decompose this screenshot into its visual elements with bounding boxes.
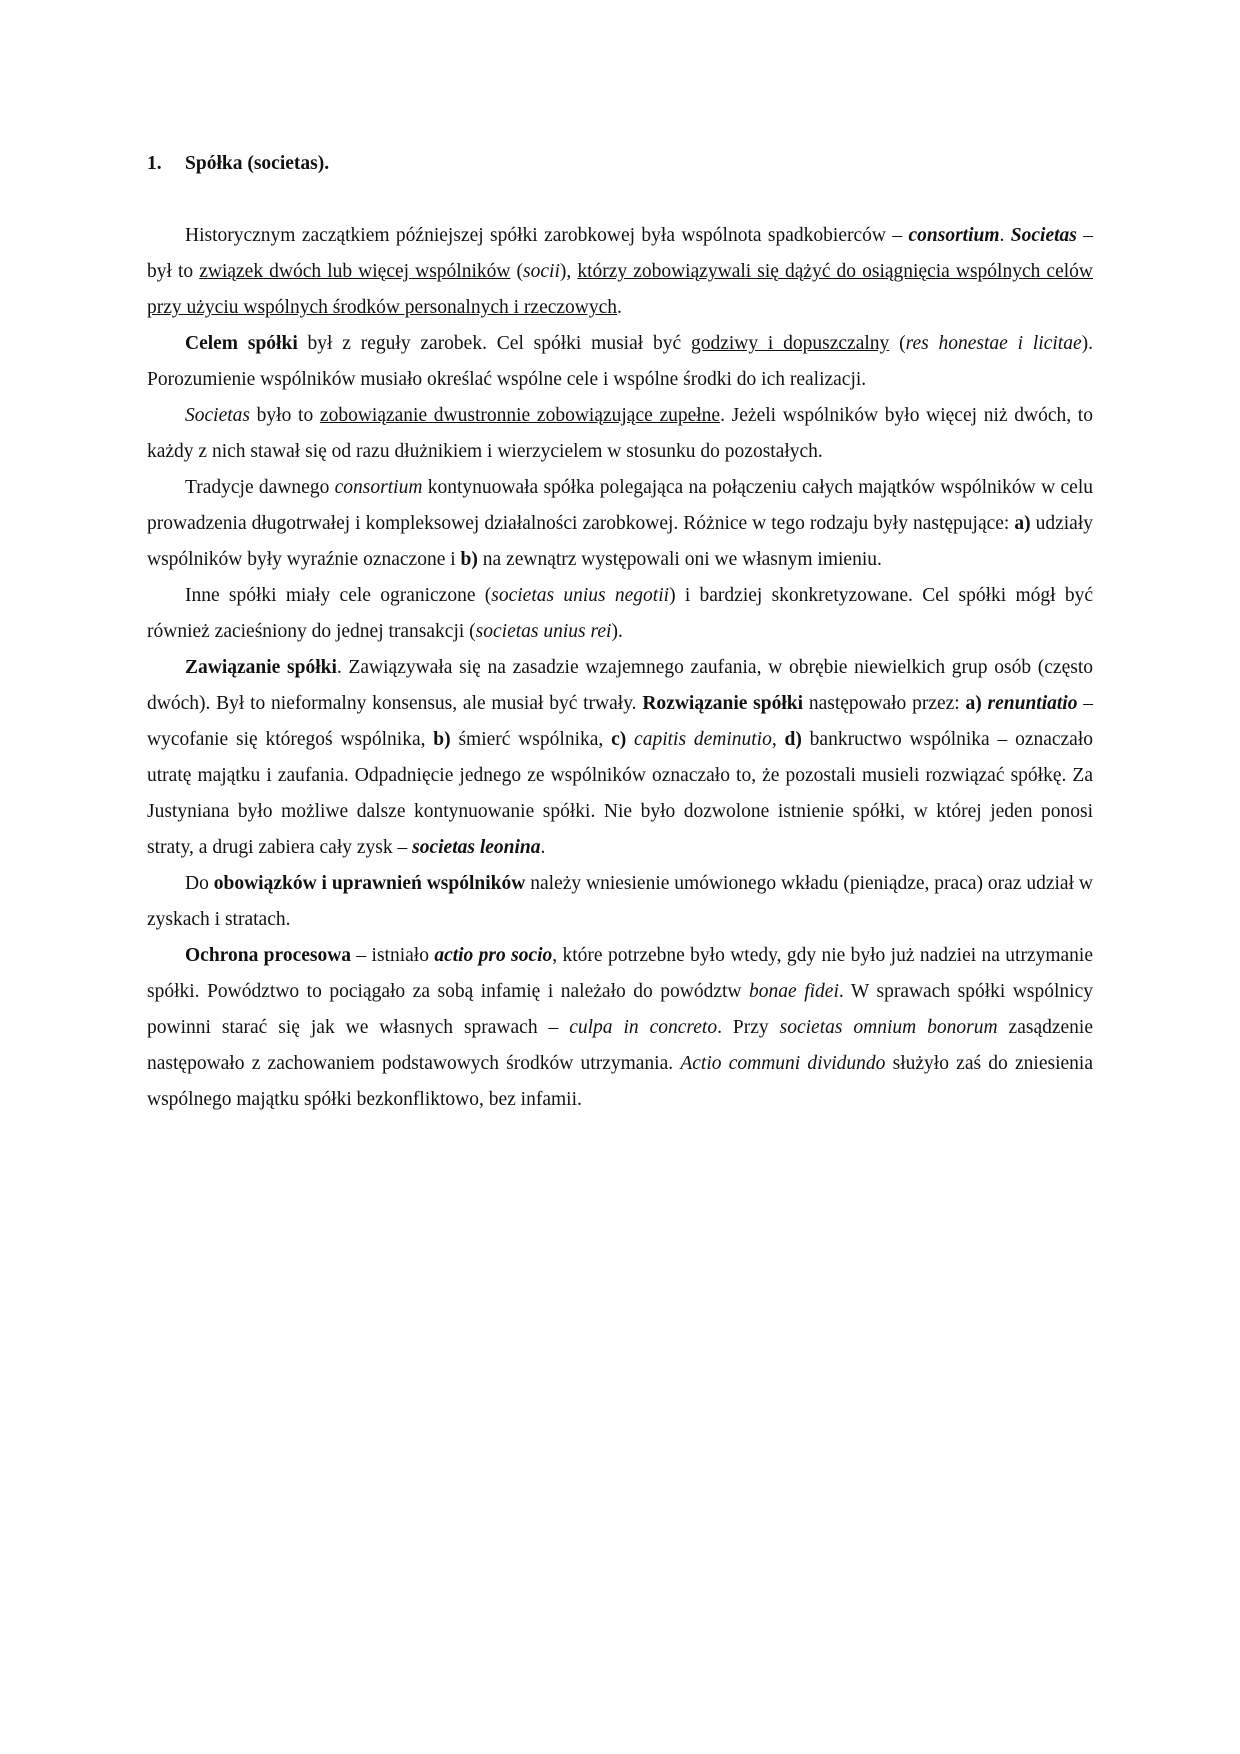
body-text	[147, 218, 1093, 1118]
underlined-text: którzy zobowiązywali się dążyć do osiągnięcia wspólnych celów przy użyciu wspólnych środków personalnych i rzeczowych	[147, 261, 1093, 318]
text-run: (	[510, 261, 524, 282]
emphasized-text: Societas	[185, 405, 250, 426]
emphasized-text: Societas	[1010, 225, 1077, 246]
section-heading	[147, 146, 1093, 182]
section-number: 1.	[147, 153, 162, 174]
emphasized-text: d)	[784, 729, 802, 750]
text-run: kontynuowała spółka polegająca na połączeniu całych majątków wspólników w celu prowadzenia długotrwałej i kompleksowej działalności zarobkowej. Różnice w tego rodzaju były następujące:	[147, 477, 1093, 534]
text-run	[626, 729, 634, 750]
text-run: było to	[249, 405, 320, 426]
emphasized-text: Actio communi dividundo	[680, 1053, 886, 1074]
underlined-text: zobowiązanie dwustronnie zobowiązujące zupełne	[319, 405, 721, 426]
emphasized-text: res honestae i licitae	[905, 333, 1082, 354]
emphasized-text: societas leonina	[412, 837, 541, 858]
text-run: .	[540, 837, 546, 858]
emphasized-text: Rozwiązanie spółki	[642, 693, 804, 714]
text-run: służyło zaś do zniesienia wspólnego majątku spółki bezkonfliktowo, bez infamii.	[147, 1053, 1093, 1110]
underlined-text: godziwy i dopuszczalny	[690, 333, 890, 354]
emphasized-text: societas unius rei	[475, 621, 612, 642]
text-run: .	[617, 297, 622, 318]
emphasized-text: a)	[1014, 513, 1031, 534]
emphasized-text: renuntiatio	[987, 693, 1078, 714]
text-run: – był to	[147, 225, 1094, 282]
emphasized-text: b)	[460, 549, 478, 570]
emphasized-text: culpa in concreto	[569, 1017, 718, 1038]
text-run: ,	[771, 729, 785, 750]
text-run: na zewnątrz występowali oni we własnym imieniu.	[477, 549, 882, 570]
emphasized-text: socii	[523, 261, 560, 282]
paragraph-p7	[147, 866, 1093, 938]
emphasized-text: societas unius negotii	[491, 585, 670, 606]
text-run: . Jeżeli wspólników było więcej niż dwóch, to każdy z nich stawał się od razu dłużnikiem i wierzycielem w stosunku do pozostałych.	[147, 405, 1093, 462]
underlined-text: związek dwóch lub więcej wspólników	[199, 261, 511, 282]
emphasized-text: b)	[433, 729, 451, 750]
text-run: udziały wspólników były wyraźnie oznaczone i	[147, 513, 1093, 570]
emphasized-text: societas omnium bonorum	[779, 1017, 998, 1038]
paragraph-p1	[147, 218, 1093, 326]
text-run: następowało przez:	[803, 693, 966, 714]
text-run: . Przy	[717, 1017, 780, 1038]
text-run: Do	[185, 873, 214, 894]
emphasized-text: obowiązków i uprawnień wspólników	[213, 873, 526, 894]
emphasized-text: capitis deminutio	[634, 729, 772, 750]
text-run: ). Porozumienie wspólników musiało określać wspólne cele i wspólne środki do ich realizacji.	[147, 333, 1093, 390]
text-run: (	[889, 333, 906, 354]
document-page	[147, 146, 1093, 1118]
paragraph-p5	[147, 578, 1093, 650]
text-run: był z reguły zarobek. Cel spółki musiał być	[297, 333, 691, 354]
text-run: . Zawiązywała się na zasadzie wzajemnego zaufania, w obrębie niewielkich grup osób (często dwóch). Był to nieformalny konsensus, ale musiał być trwały.	[147, 657, 1093, 714]
emphasized-text: Celem spółki	[185, 333, 298, 354]
emphasized-text: consortium	[334, 477, 423, 498]
text-run: ) i bardziej skonkretyzowane. Cel spółki mógł być również zacieśniony do jednej transakcji (	[147, 585, 1094, 642]
text-run: , które potrzebne było wtedy, gdy nie było już nadziei na utrzymanie spółki. Powództwo to pociągało za sobą infamię i należało do powództw	[147, 945, 1093, 1002]
text-run: .	[999, 225, 1011, 246]
text-run: Historycznym zaczątkiem późniejszej spółki zarobkowej była wspólnota spadkobierców –	[185, 225, 909, 246]
section-title: Spółka (societas).	[185, 153, 330, 174]
text-run: należy wniesienie umówionego wkładu (pieniądze, praca) oraz udział w zyskach i stratach.	[147, 873, 1093, 930]
text-run: ),	[559, 261, 578, 282]
emphasized-text: Ochrona procesowa	[185, 945, 352, 966]
emphasized-text: a)	[965, 693, 982, 714]
paragraph-p6	[147, 650, 1093, 866]
emphasized-text: c)	[611, 729, 627, 750]
paragraph-p4	[147, 470, 1093, 578]
text-run: – istniało	[351, 945, 435, 966]
text-run: bankructwo wspólnika – oznaczało utratę majątku i zaufania. Odpadnięcie jednego ze wspólników oznaczało to, że pozostali musieli rozwiązać spółkę. Za Justyniana było możliwe dalsze kontynuowanie spółki. Nie było dozwolone istnienie spółki, w której jeden ponosi straty, a drugi zabiera cały zysk –	[147, 729, 1094, 858]
text-run: ).	[611, 621, 623, 642]
text-run: Inne spółki miały cele ograniczone (	[185, 585, 492, 606]
emphasized-text: consortium	[908, 225, 1000, 246]
text-run: śmierć wspólnika,	[450, 729, 612, 750]
emphasized-text: Zawiązanie spółki	[185, 657, 337, 678]
text-run: – wycofanie się któregoś wspólnika,	[147, 693, 1093, 750]
paragraph-p3	[147, 398, 1093, 470]
paragraph-p2	[147, 326, 1093, 398]
emphasized-text: bonae fidei	[749, 981, 839, 1002]
text-run: zasądzenie następowało z zachowaniem podstawowych środków utrzymania.	[147, 1017, 1093, 1074]
paragraph-p8	[147, 938, 1093, 1118]
emphasized-text: actio pro socio	[434, 945, 553, 966]
text-run: Tradycje dawnego	[185, 477, 335, 498]
text-run: . W sprawach spółki wspólnicy powinni starać się jak we własnych sprawach –	[147, 981, 1093, 1038]
